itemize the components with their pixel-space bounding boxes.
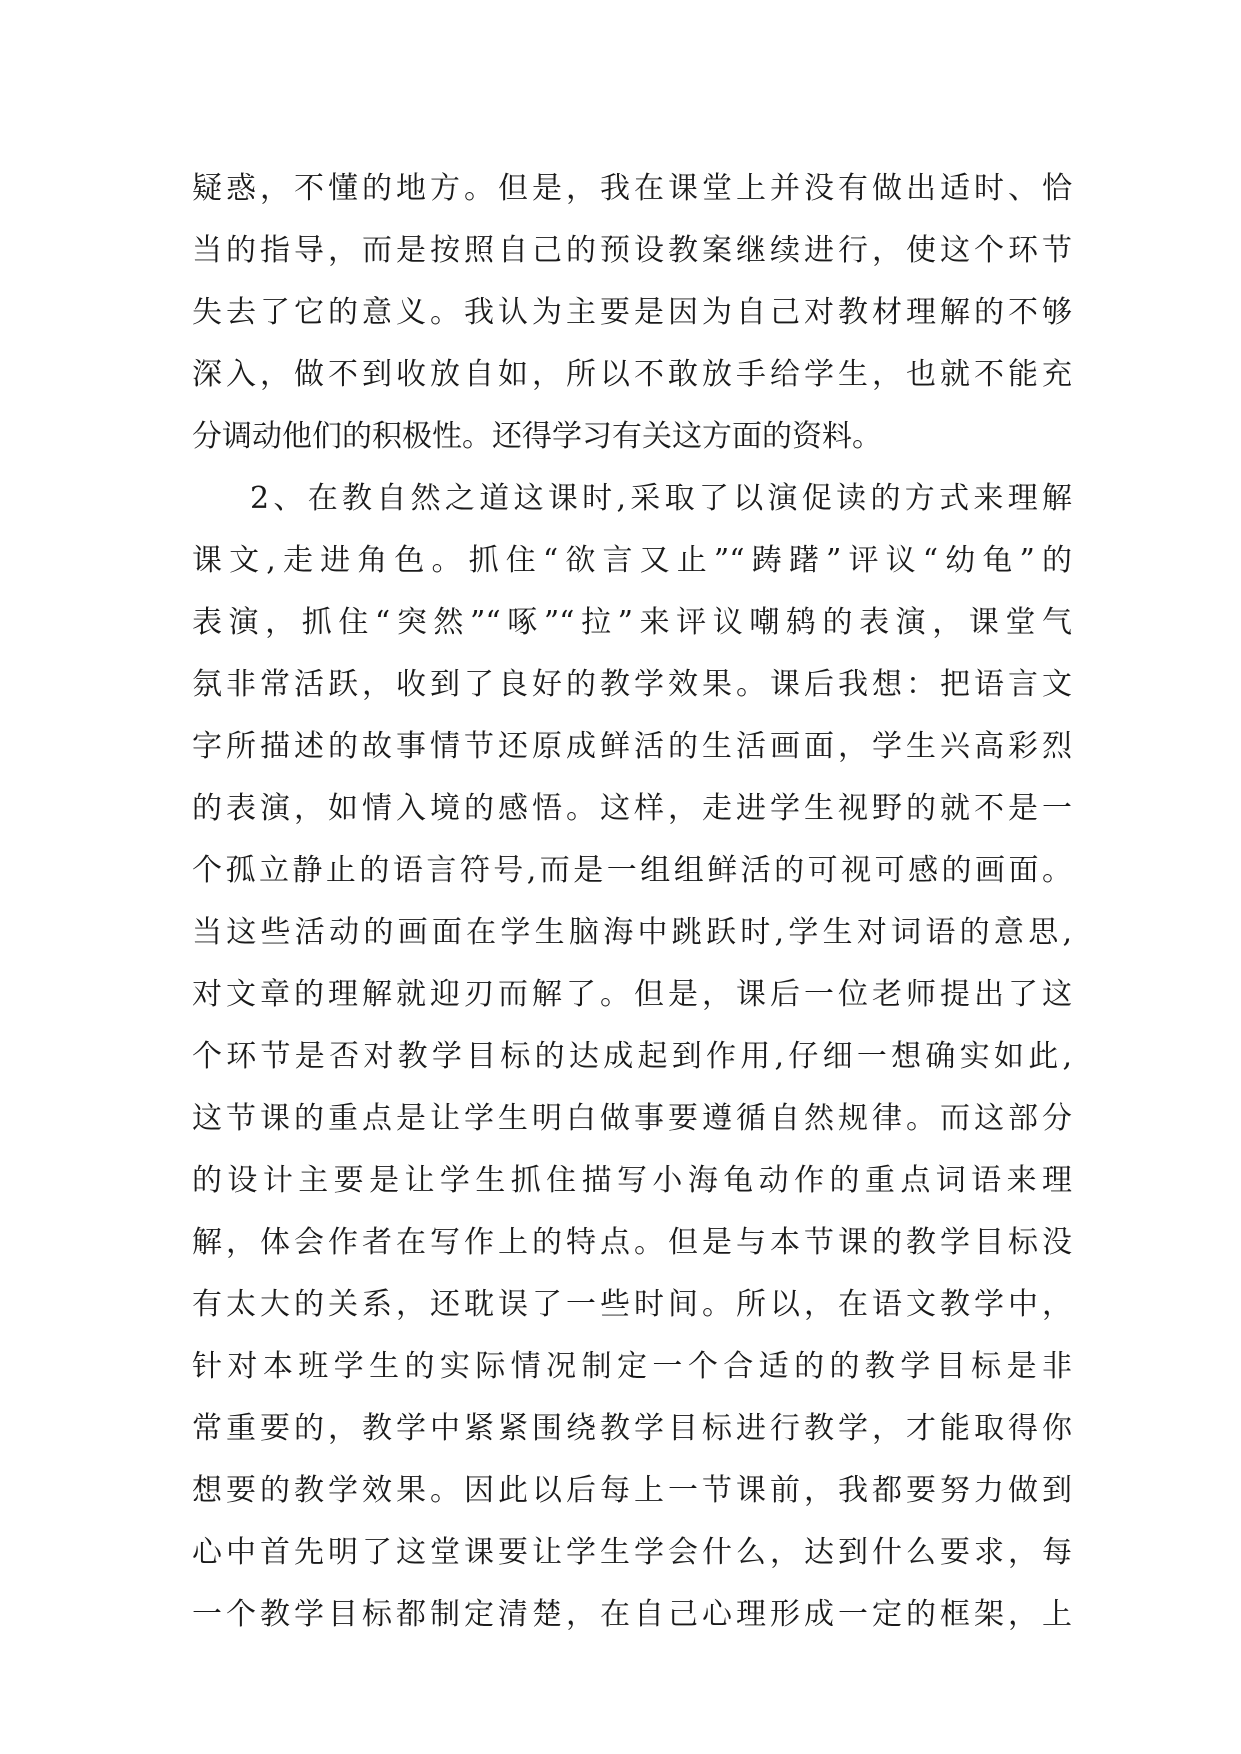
text-line: 失去了它的意义。我认为主要是因为自己对教材理解的不够 bbox=[192, 295, 1072, 330]
text-line: 心中首先明了这堂课要让学生学会什么，达到什么要求，每 bbox=[192, 1535, 1072, 1570]
text-line: 有太大的关系，还耽误了一些时间。所以，在语文教学中， bbox=[192, 1287, 1072, 1322]
paragraph-start-line: 2、在教自然之道这课时,采取了以演促读的方式来理解 bbox=[250, 481, 1072, 516]
text-line: 表演，抓住“突然”“啄”“拉”来评议嘲鸫的表演，课堂气 bbox=[192, 605, 1072, 640]
text-line: 字所描述的故事情节还原成鲜活的生活画面，学生兴高彩烈 bbox=[192, 729, 1072, 764]
text-line: 深入，做不到收放自如，所以不敢放手给学生，也就不能充 bbox=[192, 357, 1072, 392]
text-line: 的设计主要是让学生抓住描写小海龟动作的重点词语来理 bbox=[192, 1163, 1072, 1198]
text-line: 课文,走进角色。抓住“欲言又止”“踌躇”评议“幼龟”的 bbox=[192, 543, 1072, 578]
text-line: 分调动他们的积极性。还得学习有关这方面的资料。 bbox=[192, 419, 882, 454]
text-line: 解，体会作者在写作上的特点。但是与本节课的教学目标没 bbox=[192, 1225, 1072, 1260]
text-line: 当这些活动的画面在学生脑海中跳跃时,学生对词语的意思, bbox=[192, 915, 1072, 950]
text-line: 疑惑，不懂的地方。但是，我在课堂上并没有做出适时、恰 bbox=[192, 171, 1072, 206]
text-line: 针对本班学生的实际情况制定一个合适的的教学目标是非 bbox=[192, 1349, 1072, 1384]
text-line: 这节课的重点是让学生明白做事要遵循自然规律。而这部分 bbox=[192, 1101, 1072, 1136]
text-line: 个孤立静止的语言符号,而是一组组鲜活的可视可感的画面。 bbox=[192, 853, 1072, 888]
text-line: 的表演，如情入境的感悟。这样，走进学生视野的就不是一 bbox=[192, 791, 1072, 826]
text-line: 当的指导，而是按照自己的预设教案继续进行，使这个环节 bbox=[192, 233, 1072, 268]
text-line: 一个教学目标都制定清楚，在自己心理形成一定的框架，上 bbox=[192, 1597, 1072, 1632]
text-line: 个环节是否对教学目标的达成起到作用,仔细一想确实如此, bbox=[192, 1039, 1072, 1074]
body-text bbox=[192, 158, 1072, 1646]
text-line: 常重要的，教学中紧紧围绕教学目标进行教学，才能取得你 bbox=[192, 1411, 1072, 1446]
text-line: 想要的教学效果。因此以后每上一节课前，我都要努力做到 bbox=[192, 1473, 1072, 1508]
text-line: 对文章的理解就迎刃而解了。但是，课后一位老师提出了这 bbox=[192, 977, 1072, 1012]
text-line: 氛非常活跃，收到了良好的教学效果。课后我想：把语言文 bbox=[192, 667, 1072, 702]
